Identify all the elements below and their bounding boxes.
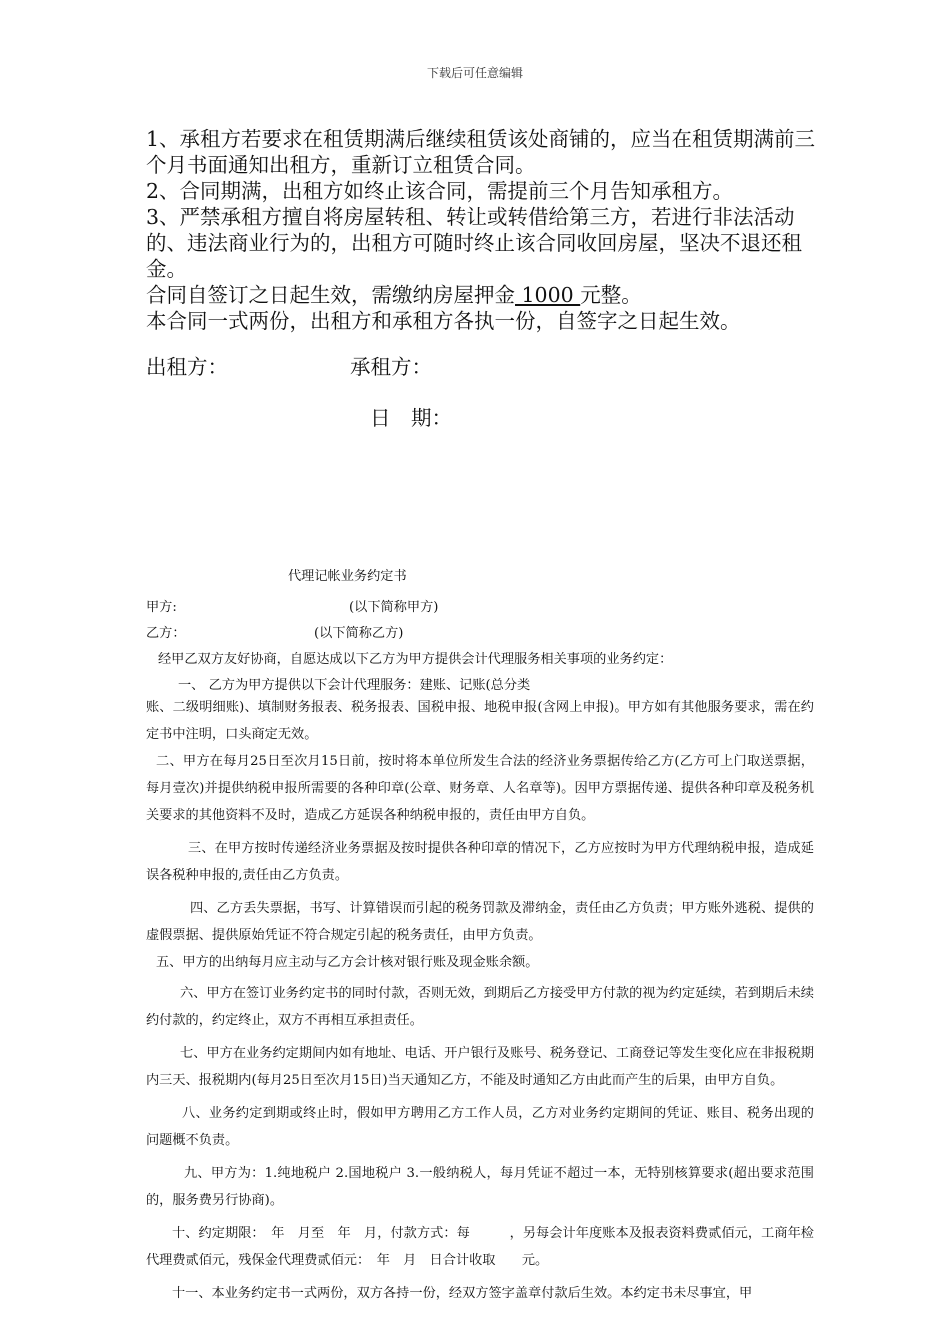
- copies-line: 本合同一式两份，出租方和承租方各执一份，自签字之日起生效。: [146, 309, 741, 333]
- lease-clause-1: 1、承租方若要求在租赁期满后继续租赁该处商铺的，应当在租赁期满前三个月书面通知出租方，重新订立租赁合同。: [146, 127, 816, 177]
- clause-11: 十一、本业务约定书一式两份，双方各持一份，经双方签字盖章付款后生效。本约定书未尽事宜，甲: [172, 1286, 753, 1301]
- clause-9: 九、甲方为：1.纯地税户 2.国地税户 3.一般纳税人，每月凭证不超过一本，无特别核算要求(超出要求范围的，服务费另行协商)。: [146, 1166, 814, 1208]
- party-a-note: (以下简称甲方): [349, 600, 439, 615]
- clause-8: 八、业务约定到期或终止时，假如甲方聘用乙方工作人员，乙方对业务约定期间的凭证、账目、税务出现的问题概不负责。: [146, 1106, 814, 1148]
- page-header: 下载后可任意编辑: [426, 66, 523, 80]
- clause-7: 七、甲方在业务约定期间内如有地址、电话、开户银行及账号、税务登记、工商登记等发生变化应在非报税期内三天、报税期内(每月25日至次月15日)当天通知乙方，不能及时通知乙方由此而产生的后果，由甲方自负。: [146, 1046, 814, 1088]
- deposit-prefix: 合同自签订之日起生效，需缴纳房屋押金: [146, 283, 515, 307]
- deposit-suffix: 元整。: [580, 283, 642, 307]
- lessor-label: 出租方：: [146, 355, 228, 379]
- clause-4: 四、乙方丢失票据，书写、计算错误而引起的税务罚款及滞纳金，责任由乙方负责；甲方账外逃税、提供的虚假票据、提供原始凭证不符合规定引起的税务责任，由甲方负责。: [146, 901, 814, 943]
- clause-2: 二、甲方在每月25日至次月15日前，按时将本单位所发生合法的经济业务票据传给乙方(乙方可上门取送票据，每月壹次)并提供纳税申报所需要的各种印章(公章、财务章、人名章等)。因甲方票据传递、提供各种印章及税务机关要求的其他资料不及时，造成乙方延误各种纳税申报的，责任由甲方自负。: [146, 754, 814, 823]
- clause-1-rest: 账、二级明细账)、填制财务报表、税务报表、国税申报、地税申报(含网上申报)。甲方如有其他服务要求，需在约定书中注明，口头商定无效。: [146, 700, 814, 742]
- deposit-line: [146, 282, 826, 308]
- date-label: 日 期：: [370, 406, 452, 430]
- lease-clause-3: 3、严禁承租方擅自将房屋转租、转让或转借给第三方，若进行非法活动的、违法商业行为的，出租方可随时终止该合同收回房屋，坚决不退还租金。: [146, 205, 802, 281]
- clause-3: 三、在甲方按时传递经济业务票据及按时提供各种印章的情况下，乙方应按时为甲方代理纳税申报，造成延误各税种申报的,责任由乙方负责。: [146, 841, 814, 883]
- party-b-note: (以下简称乙方): [314, 626, 404, 641]
- agreement-title: 代理记帐业务约定书: [288, 569, 407, 584]
- clause-6: 六、甲方在签订业务约定书的同时付款，否则无效，到期后乙方接受甲方付款的视为约定延续，若到期后未续约付款的，约定终止，双方不再相互承担责任。: [146, 986, 814, 1028]
- lease-clause-2: 2、合同期满，出租方如终止该合同，需提前三个月告知承租方。: [146, 179, 734, 203]
- lessee-label: 承租方：: [350, 355, 432, 379]
- agreement-body: [146, 694, 814, 1307]
- clause-5: 五、甲方的出纳每月应主动与乙方会计核对银行账及现金账余额。: [156, 955, 539, 970]
- clause-1-first-line: 一、 乙方为甲方提供以下会计代理服务：建账、记账(总分类: [178, 678, 531, 693]
- party-b-label: 乙方：: [146, 626, 186, 641]
- agreement-intro: 经甲乙双方友好协商，自愿达成以下乙方为甲方提供会计代理服务相关事项的业务约定：: [158, 652, 673, 667]
- party-a-label: 甲方:: [146, 600, 177, 615]
- clause-10: 十、约定期限： 年 月至 年 月，付款方式：每 ，另每会计年度账本及报表资料费贰佰元，工商年检代理费贰佰元，残保金代理费贰佰元： 年 月 日合计收取 元。: [146, 1226, 814, 1268]
- lease-terms: [146, 126, 826, 334]
- deposit-amount: 1000: [515, 283, 581, 307]
